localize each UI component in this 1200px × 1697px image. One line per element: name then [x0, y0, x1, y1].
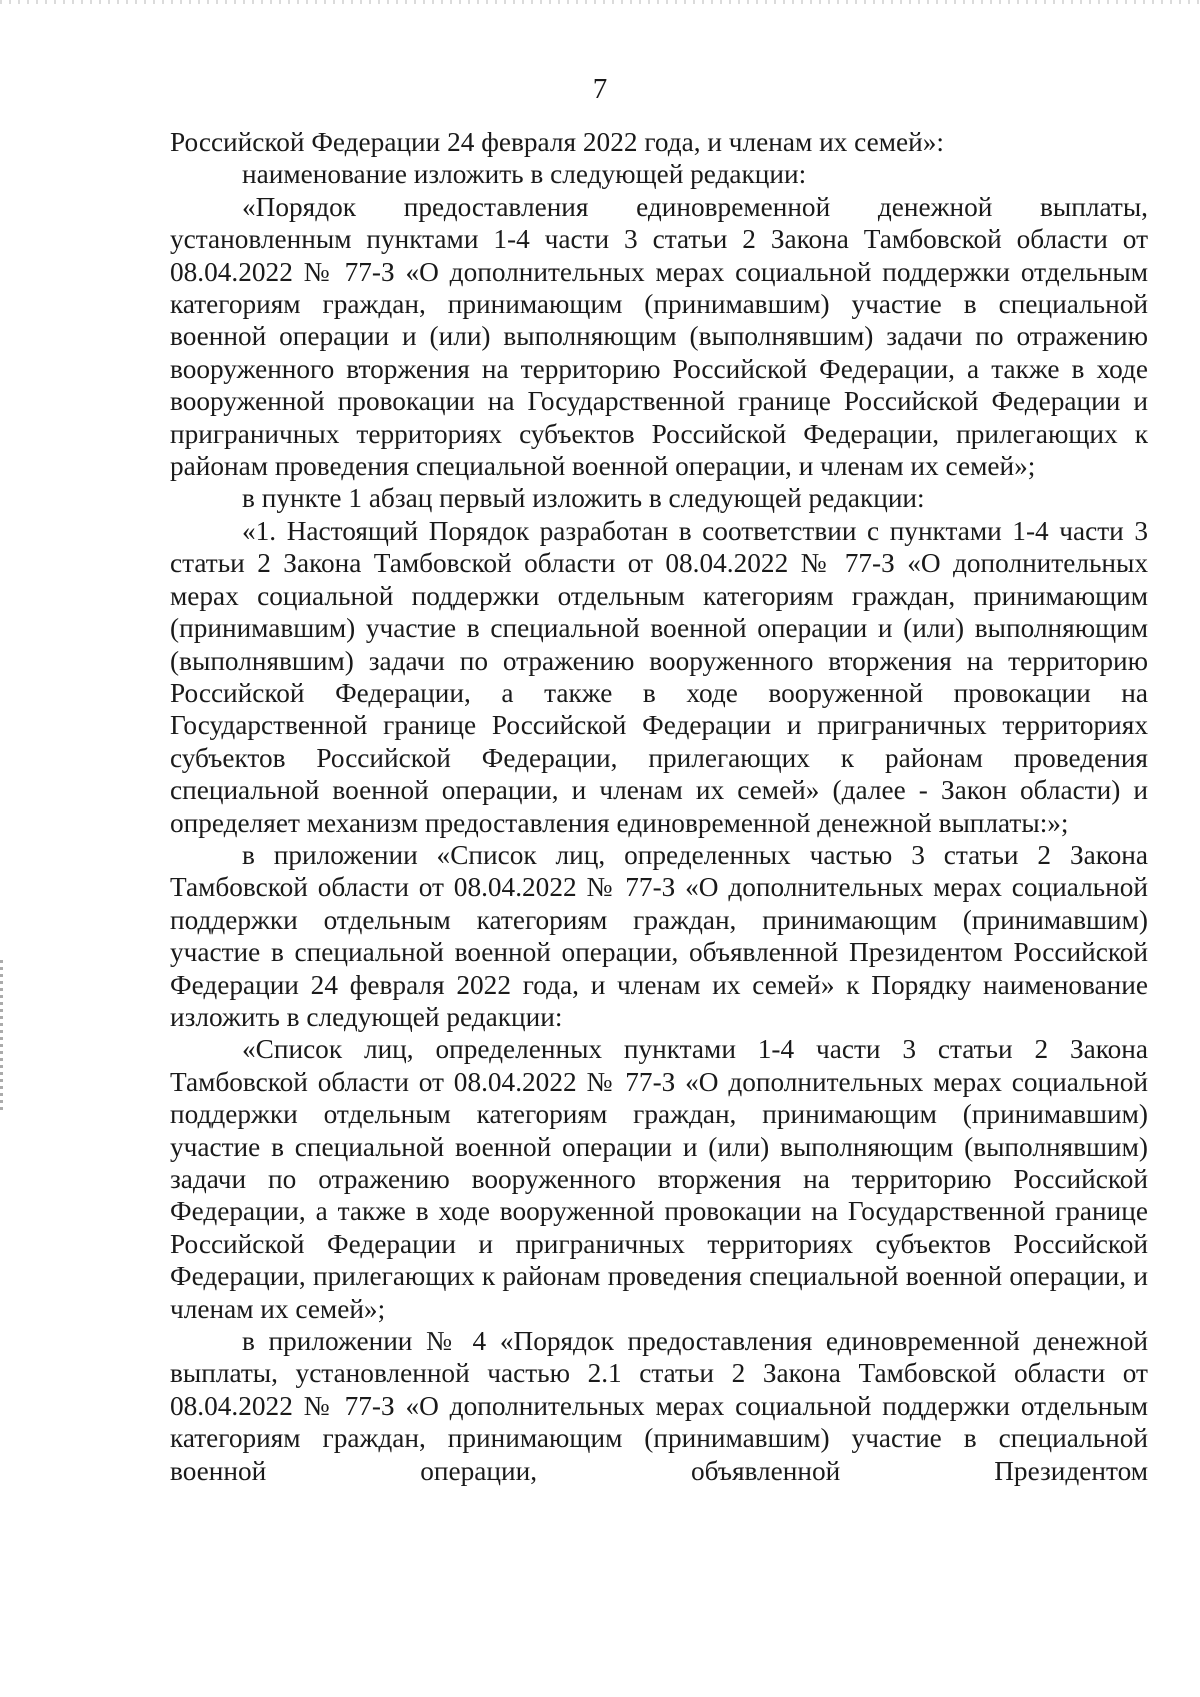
paragraph-5: «1. Настоящий Порядок разработан в соответствии с пунктами 1-4 части 3 статьи 2 Закона Тамбовской области от 08.04.2022 № 77-З «О дополнительных мерах социальной поддержки отдельным категориям граждан, принимающим (принимавшим) участие в специальной военной операции и (или) выполняющим (выполнявшим) задачи по отражению вооруженного вторжения на территорию Российской Федерации, а также в ходе вооруженной провокации на Государственной границе Российской Федерации и приграничных территориях субъектов Российской Федерации, прилегающих к районам проведения специальной военной операции, и членам их семей» (далее - Закон области) и определяет механизм предоставления единовременной денежной выплаты:»;: [170, 515, 1148, 838]
paragraph-1: Российской Федерации 24 февраля 2022 года, и членам их семей»:: [170, 127, 944, 157]
page-number: 7: [592, 73, 608, 105]
scan-edge-artifact: [0, 0, 1200, 4]
binding-margin-artifact: [0, 960, 3, 1110]
paragraph-6: в приложении «Список лиц, определенных частью 3 статьи 2 Закона Тамбовской области от 08.04.2022 № 77-З «О дополнительных мерах социальной поддержки отдельным категориям граждан, принимающим (принимавшим) участие в специальной военной операции, объявленной Президентом Российской Федерации 24 февраля 2022 года, и членам их семей» к Порядку наименование изложить в следующей редакции:: [170, 839, 1148, 1032]
paragraph-2: наименование изложить в следующей редакции:: [242, 159, 807, 190]
document-body: [170, 126, 1148, 1487]
paragraph-4: в пункте 1 абзац первый изложить в следующей редакции:: [242, 483, 925, 514]
paragraph-7: «Список лиц, определенных пунктами 1-4 части 3 статьи 2 Закона Тамбовской области от 08.04.2022 № 77-З «О дополнительных мерах социальной поддержки отдельным категориям граждан, принимающим (принимавшим) участие в специальной военной операции и (или) выполняющим (выполнявшим) задачи по отражению вооруженного вторжения на территорию Российской Федерации, а также в ходе вооруженной провокации на Государственной границе Российской Федерации и приграничных территориях субъектов Российской Федерации, прилегающих к районам проведения специальной военной операции, и членам их семей»;: [170, 1034, 1148, 1324]
paragraph-3: «Порядок предоставления единовременной денежной выплаты, установленным пунктами 1-4 части 3 статьи 2 Закона Тамбовской области от 08.04.2022 № 77-З «О дополнительных мерах социальной поддержки отдельным категориям граждан, принимающим (принимавшим) участие в специальной военной операции и (или) выполняющим (выполнявшим) задачи по отражению вооруженного вторжения на территорию Российской Федерации, а также в ходе вооруженной провокации на Государственной границе Российской Федерации и приграничных территориях субъектов Российской Федерации, прилегающих к районам проведения специальной военной операции, и членам их семей»;: [170, 191, 1148, 482]
paragraph-8: в приложении № 4 «Порядок предоставления единовременной денежной выплаты, установленной частью 2.1 статьи 2 Закона Тамбовской области от 08.04.2022 № 77-З «О дополнительных мерах социальной поддержки отдельным категориям граждан, принимающим (принимавшим) участие в специальной военной операции, объявленной Президентом: [170, 1326, 1148, 1486]
